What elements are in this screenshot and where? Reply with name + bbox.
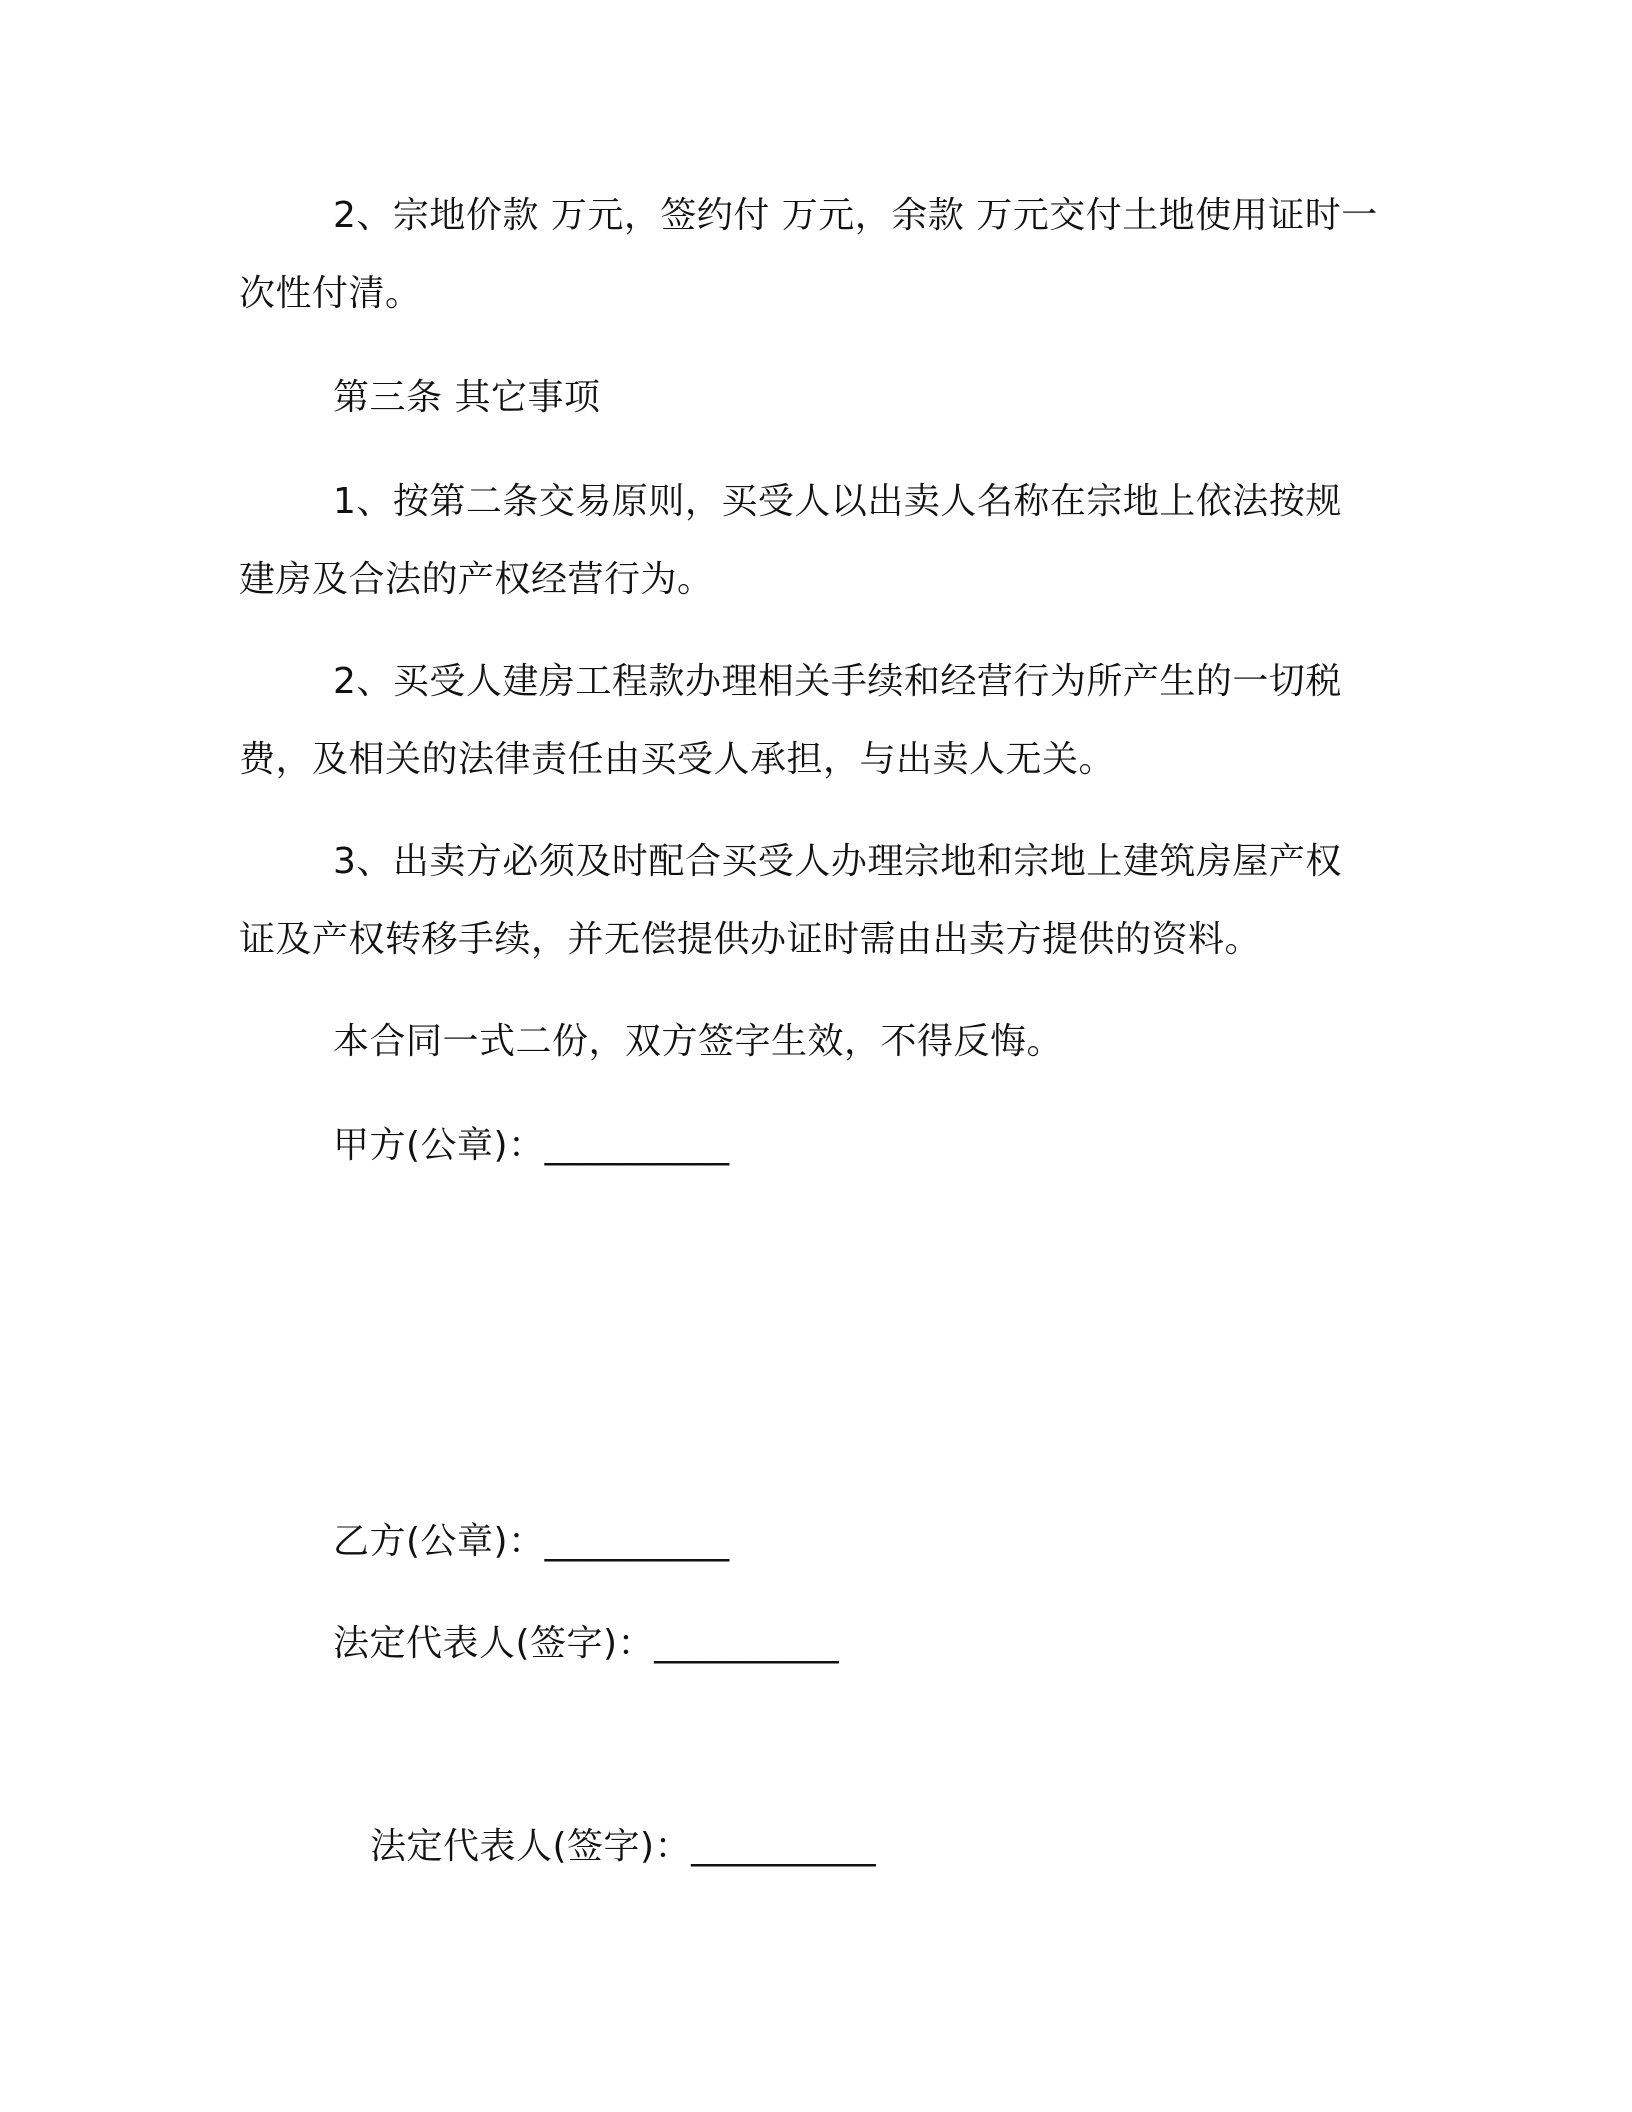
legal-representative-signature-line-2: 法定代表人(签字)：__________ (370, 1826, 877, 1867)
article-3-heading: 第三条 其它事项 (333, 377, 601, 418)
party-a-signature-line: 甲方(公章)：__________ (333, 1125, 730, 1166)
article-3-item-1-line-1: 1、按第二条交易原则，买受人以出卖人名称在宗地上依法按规 (333, 481, 1342, 522)
article-3-item-2-line-1: 2、买受人建房工程款办理相关手续和经营行为所产生的一切税 (333, 661, 1342, 702)
clause-2-item-2-line-2: 次性付清。 (239, 273, 422, 314)
article-3-item-3-line-2: 证及产权转移手续，并无偿提供办证时需由出卖方提供的资料。 (239, 919, 1262, 960)
closing-statement: 本合同一式二份，双方签字生效，不得反悔。 (333, 1021, 1064, 1062)
article-3-item-3-line-1: 3、出卖方必须及时配合买受人办理宗地和宗地上建筑房屋产权 (333, 841, 1342, 882)
article-3-item-1-line-2: 建房及合法的产权经营行为。 (239, 559, 714, 600)
legal-representative-signature-line-1: 法定代表人(签字)：__________ (333, 1623, 840, 1664)
clause-2-item-2-line-1: 2、宗地价款 万元，签约付 万元，余款 万元交付土地使用证时一 (333, 195, 1378, 236)
party-b-signature-line: 乙方(公章)：__________ (333, 1521, 730, 1562)
article-3-item-2-line-2: 费，及相关的法律责任由买受人承担，与出卖人无关。 (239, 739, 1116, 780)
